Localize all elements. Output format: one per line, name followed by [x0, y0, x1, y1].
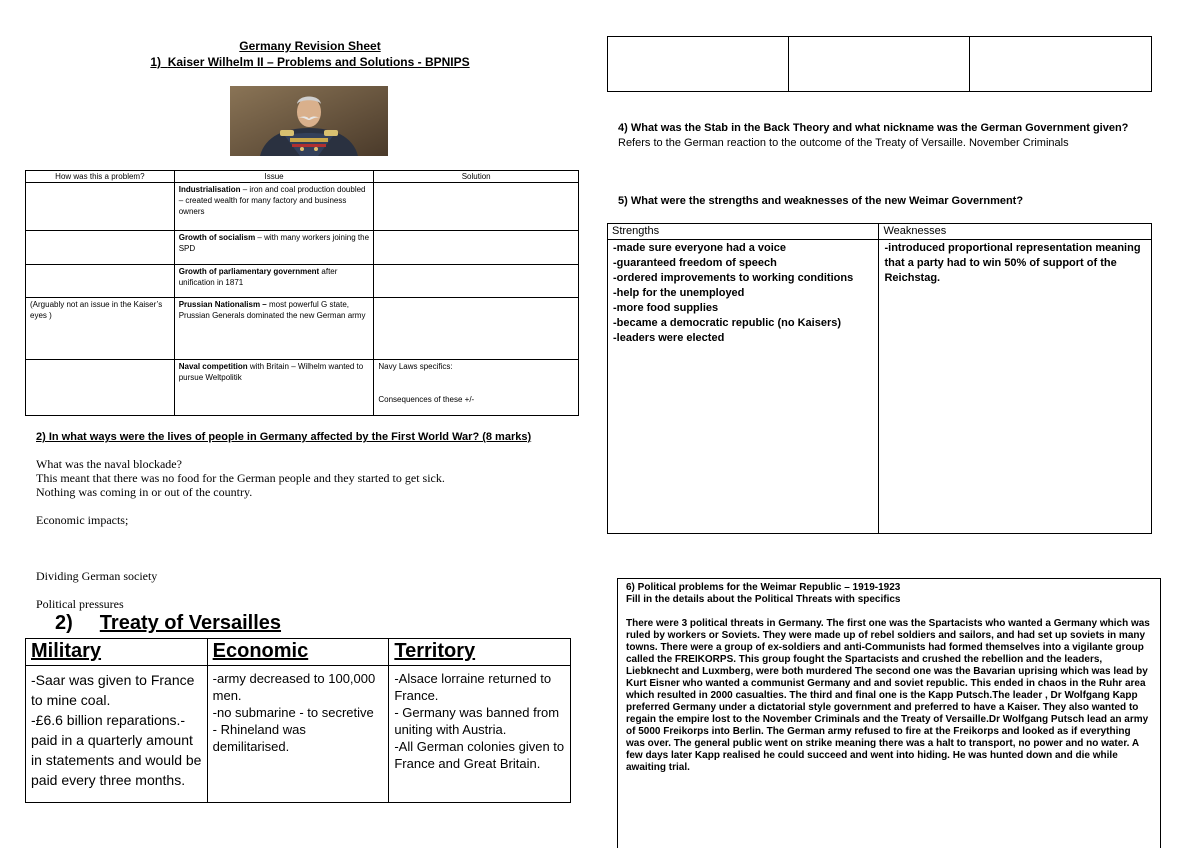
strength-item: -ordered improvements to working conditions	[613, 272, 854, 284]
strength-item: -guaranteed freedom of speech	[613, 257, 777, 269]
issue-heading: Prussian Nationalism –	[178, 300, 267, 309]
strength-item: -help for the unemployed	[613, 287, 745, 299]
issue-cell	[174, 360, 374, 416]
strength-item: -more food supplies	[613, 302, 719, 314]
answer-line: This meant that there was no food for the German people and they started to get sick.	[36, 471, 445, 485]
table-row	[26, 183, 579, 231]
versailles-number: 2)	[55, 612, 73, 634]
problem-cell[interactable]	[26, 360, 175, 416]
strengths-cell[interactable]	[608, 240, 879, 534]
kaiser-portrait-image	[230, 86, 388, 156]
issue-detail: – with many workers joining the SPD	[178, 233, 370, 253]
table-header-row	[26, 639, 571, 666]
versailles-heading	[55, 612, 281, 635]
table-row	[26, 265, 579, 298]
weimar-strengths-weaknesses-table	[607, 223, 1152, 534]
problem-cell[interactable]	[26, 183, 175, 231]
issue-heading: Industrialisation	[178, 185, 241, 194]
weaknesses-cell[interactable]: -introduced proportional representation meaning that a party had to win 50% of support of the Reichstag.	[879, 240, 1152, 534]
question-6-subtitle: Fill in the details about the Political Threats with specifics	[626, 594, 901, 605]
issue-cell	[174, 298, 374, 360]
table-header-row	[26, 171, 579, 183]
solution-cell[interactable]	[374, 298, 579, 360]
versailles-title: Treaty of Versailles	[99, 612, 282, 634]
territory-cell[interactable]: -Alsace lorraine returned to France. - Germany was banned from uniting with Austria. -All German colonies given to France and Great Britain.	[389, 666, 571, 803]
issue-heading: Growth of parliamentary government	[178, 267, 320, 276]
problem-cell[interactable]	[26, 231, 175, 265]
issue-heading: Naval competition	[178, 362, 248, 371]
question-6-title: 6) Political problems for the Weimar Republic – 1919-1923	[626, 582, 901, 593]
answer-line: Political pressures	[36, 597, 124, 611]
question-4	[618, 121, 1128, 151]
consequences-prompt: Consequences of these +/-	[378, 395, 475, 404]
table-row	[608, 37, 1152, 92]
kaiser-problems-table	[25, 170, 579, 416]
navy-laws-prompt: Navy Laws specifics:	[378, 362, 453, 371]
issue-detail: most powerful G state, Prussian Generals dominated the new German army	[178, 300, 366, 320]
column-header-problem: How was this a problem?	[26, 171, 175, 183]
versailles-table	[25, 638, 571, 803]
table-row	[26, 298, 579, 360]
strength-item: -made sure everyone had a voice	[613, 242, 787, 254]
blank-cell[interactable]	[970, 37, 1152, 92]
issue-detail: with Britain – Wilhelm wanted to pursue Weltpolitik	[178, 362, 364, 382]
section-1-number: 1)	[150, 55, 162, 69]
question-5-title: 5) What were the strengths and weaknesses of the new Weimar Government?	[618, 195, 1024, 207]
table-row	[26, 231, 579, 265]
issue-detail: – iron and coal production doubled – created wealth for many factory and business owners	[178, 185, 366, 216]
column-header-strengths: Strengths	[608, 224, 879, 240]
problem-cell[interactable]	[26, 265, 175, 298]
issue-cell	[174, 231, 374, 265]
column-header-military: Military	[26, 639, 208, 666]
blank-cell[interactable]	[608, 37, 789, 92]
table-row	[26, 360, 579, 416]
blank-cell[interactable]	[788, 37, 970, 92]
answer-line: Dividing German society	[36, 569, 158, 583]
column-header-solution: Solution	[374, 171, 579, 183]
question-4-title: 4) What was the Stab in the Back Theory and what nickname was the German Government given?	[618, 122, 1129, 134]
column-header-economic: Economic	[207, 639, 389, 666]
issue-cell	[174, 265, 374, 298]
table-header-row	[608, 224, 1152, 240]
table-row	[608, 240, 1152, 534]
answer-line: Economic impacts;	[36, 513, 129, 527]
military-cell[interactable]: -Saar was given to France to mine coal. -£6.6 billion reparations.- paid in a quarterly amount in statements and would be paid every three months.	[26, 666, 208, 803]
issue-heading: Growth of socialism	[178, 233, 256, 242]
answer-line: Nothing was coming in or out of the country.	[36, 485, 253, 499]
sheet-header	[60, 38, 560, 70]
section-1-heading: Kaiser Wilhelm II – Problems and Solutions - BPNIPS	[167, 55, 470, 69]
column-header-weaknesses: Weaknesses	[879, 224, 1152, 240]
question-2-title: 2) In what ways were the lives of people in Germany affected by the First World War? (8 marks)	[36, 431, 532, 443]
answer-line: What was the naval blockade?	[36, 457, 182, 471]
strength-item: -leaders were elected	[613, 332, 725, 344]
solution-cell[interactable]	[374, 265, 579, 298]
question-4-answer: Refers to the German reaction to the outcome of the Treaty of Versaille. November Criminals	[618, 137, 1069, 149]
solution-cell[interactable]	[374, 231, 579, 265]
question-6-box	[617, 578, 1161, 848]
column-header-territory: Territory	[389, 639, 571, 666]
issue-cell	[174, 183, 374, 231]
issue-detail: after unification in 1871	[178, 267, 338, 287]
strength-item: -became a democratic republic (no Kaisers)	[613, 317, 842, 329]
column-header-issue: Issue	[174, 171, 374, 183]
problem-cell[interactable]: (Arguably not an issue in the Kaiser’s eyes )	[26, 298, 175, 360]
economic-cell[interactable]: -army decreased to 100,000 men. -no submarine - to secretive - Rhineland was demilitarised.	[207, 666, 389, 803]
question-6-answer[interactable]: There were 3 political threats in Germany. The first one was the Spartacists who wanted a Germany which was ruled by workers or Soviets. They were made up of rebel soldiers and sailors, and had set up soviets in many towns. There were a group of ex-soldiers and anti-Communists had formed themselves into a vigilante group called the FREIKORPS. This group fought the Spartacists and crushed the rebellion and the leaders, Liebknecht and Luxmberg, were both murdered The second one was the Bavarian uprising which was lead by Kurt Eisner who wanted a communist Germany and and soviet republic. This ended in chaos in the Ruhr area which resulted in 2000 casualties. The third and final one is the Kapp Putsch.The leader , Dr Wolfgang Kapp preferred Germany under a dictatorial style government and preferred to have a Kaiser. They also wanted to regain the empire lost to the November Criminals and the Treaty of Versaille.Dr Wolfgang Putsch lead an army of 5000 Freikorps into Berlin. The German army refused to fire at the Freikorps and looked as if everything was over. The general public went on strike meaning there was a halt to transport, no power and no water. A few days later Kapp realised he could succeed and went into hiding. He was hunted down and die while awaiting trial.	[626, 618, 1150, 773]
sheet-title: Germany Revision Sheet	[239, 39, 381, 53]
solution-cell[interactable]	[374, 360, 579, 416]
blank-table	[607, 36, 1152, 92]
question-2-answer	[36, 457, 576, 611]
section-1-title	[60, 54, 560, 70]
table-row	[26, 666, 571, 803]
solution-cell[interactable]	[374, 183, 579, 231]
